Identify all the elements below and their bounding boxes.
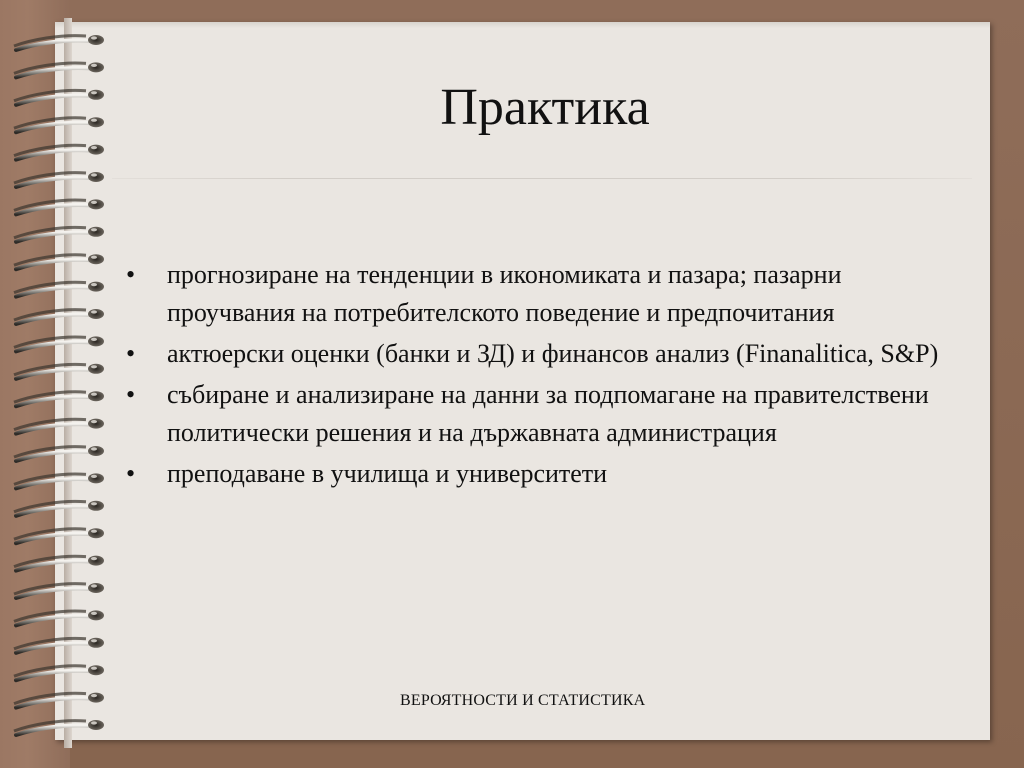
coil-loop xyxy=(14,254,104,269)
coil-loop xyxy=(14,528,104,543)
coil-loop xyxy=(14,720,104,735)
coil-loop xyxy=(14,473,104,488)
page-top-shade xyxy=(55,22,990,28)
coil-loop xyxy=(14,172,104,187)
title-divider xyxy=(112,178,972,179)
bullet-marker: • xyxy=(126,260,136,289)
coil-loop xyxy=(14,610,104,625)
bullet-item xyxy=(122,256,962,332)
bullet-marker: • xyxy=(126,380,136,409)
slide-footer: ВЕРОЯТНОСТИ И СТАТИСТИКА xyxy=(400,692,646,709)
bullet-text: преподаване в училища и университети xyxy=(167,459,608,488)
coil-loop xyxy=(14,693,104,708)
bullet-text: прогнозиране на тенденции в икономиката и пазара; пазарни проучвания на потребителското поведение и предпочитания xyxy=(167,260,842,327)
coil-loop xyxy=(14,227,104,242)
coil-loop xyxy=(14,583,104,598)
coil-loop xyxy=(14,145,104,160)
coil-loop xyxy=(14,62,104,77)
coil-loop xyxy=(14,446,104,461)
bullet-marker: • xyxy=(126,459,136,488)
bullet-item xyxy=(122,335,962,373)
coil-loop xyxy=(14,35,104,50)
bullet-text: актюерски оценки (банки и ЗД) и финансов анализ (Finanalitica, S&P) xyxy=(167,339,939,368)
coil-loop xyxy=(14,391,104,406)
coil-loop xyxy=(14,556,104,571)
coil-loop xyxy=(14,364,104,379)
coil-loop xyxy=(14,665,104,680)
bullet-marker: • xyxy=(126,339,136,368)
bullet-list xyxy=(122,256,962,496)
coil-loop xyxy=(14,638,104,653)
bullet-item xyxy=(122,376,962,452)
coil-loop xyxy=(14,501,104,516)
bullet-text: събиране и анализиране на данни за подпомагане на правителствени политически решения и на държавната администрация xyxy=(167,380,929,447)
coil-loop xyxy=(14,199,104,214)
coil-loop xyxy=(14,282,104,297)
bullet-item xyxy=(122,455,962,493)
coil-loop xyxy=(14,419,104,434)
coil-loop xyxy=(14,309,104,324)
coil-loop xyxy=(14,336,104,351)
slide-title: Практика xyxy=(440,79,650,136)
